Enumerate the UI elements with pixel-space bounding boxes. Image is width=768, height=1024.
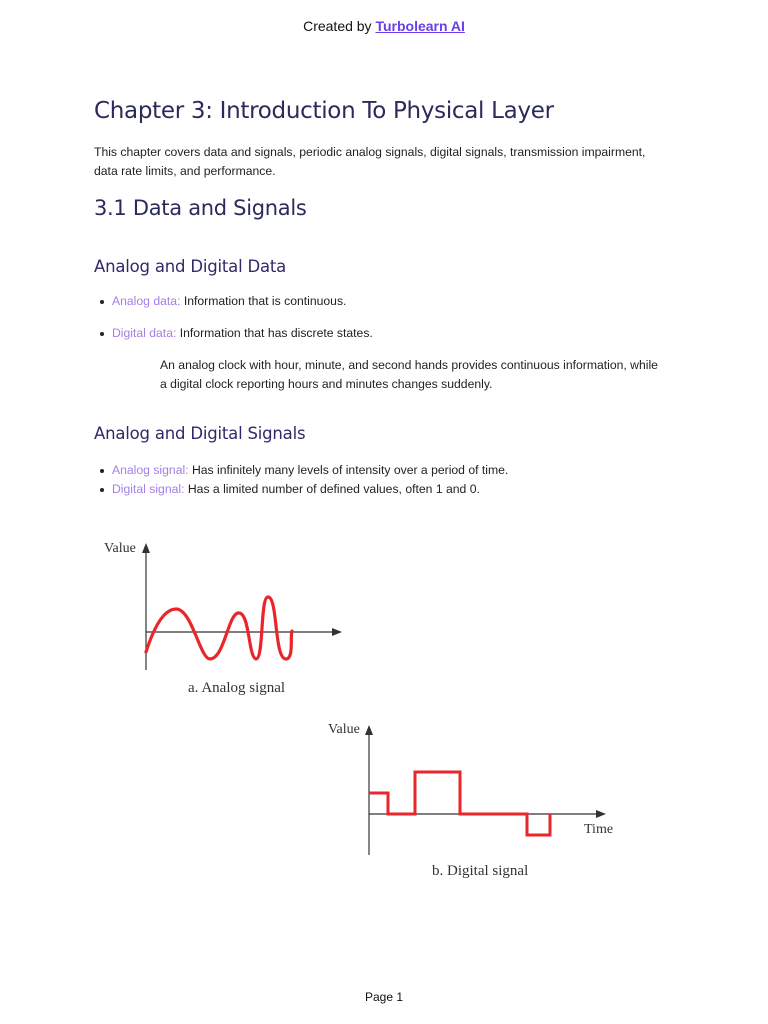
term-digital-data: Digital data: [112, 326, 177, 340]
term-analog-signal: Analog signal: [112, 463, 189, 477]
turbolearn-link[interactable]: Turbolearn AI [375, 18, 465, 34]
page-header [0, 18, 768, 34]
chapter-intro: This chapter covers data and signals, periodic analog signals, digital signals, transmission impairment, data rate limits, and performance. [94, 145, 646, 178]
definition-digital-data: Information that has discrete states. [176, 326, 373, 340]
list-item [112, 482, 480, 496]
list-item [112, 326, 373, 340]
signals-subsection-title: Analog and Digital Signals [94, 424, 306, 443]
section-title: 3.1 Data and Signals [94, 196, 307, 220]
digital-x-axis-arrow [596, 810, 606, 818]
analog-x-axis-arrow [332, 628, 342, 636]
definition-analog-signal: Has infinitely many levels of intensity over a period of time. [188, 463, 509, 477]
page-number: Page 1 [364, 990, 404, 1004]
digital-caption: b. Digital signal [432, 863, 529, 879]
definition-analog-data: Information that is continuous. [180, 294, 347, 308]
digital-wave [369, 772, 550, 835]
analog-signal-figure [100, 535, 360, 705]
list-item [112, 463, 508, 477]
analog-y-axis-arrow [142, 543, 150, 553]
analog-caption: a. Analog signal [188, 680, 286, 696]
digital-signal-figure [320, 715, 630, 885]
digital-x-axis-label: Time [584, 822, 614, 837]
header-prefix: Created by [303, 18, 372, 34]
digital-y-axis-arrow [365, 725, 373, 735]
data-subsection-title: Analog and Digital Data [94, 257, 287, 276]
term-digital-signal: Digital signal: [112, 482, 185, 496]
definition-digital-signal: Has a limited number of defined values, often 1 and 0. [184, 482, 480, 496]
clock-example: An analog clock with hour, minute, and second hands provides continuous information, while a digital clock reporting hours and minutes changes suddenly. [160, 358, 658, 391]
term-analog-data: Analog data: [112, 294, 181, 308]
list-item [112, 294, 346, 308]
analog-y-axis-label: Value [104, 541, 136, 556]
chapter-title: Chapter 3: Introduction To Physical Layer [94, 98, 554, 124]
digital-y-axis-label: Value [328, 722, 360, 737]
analog-wave [146, 597, 292, 659]
